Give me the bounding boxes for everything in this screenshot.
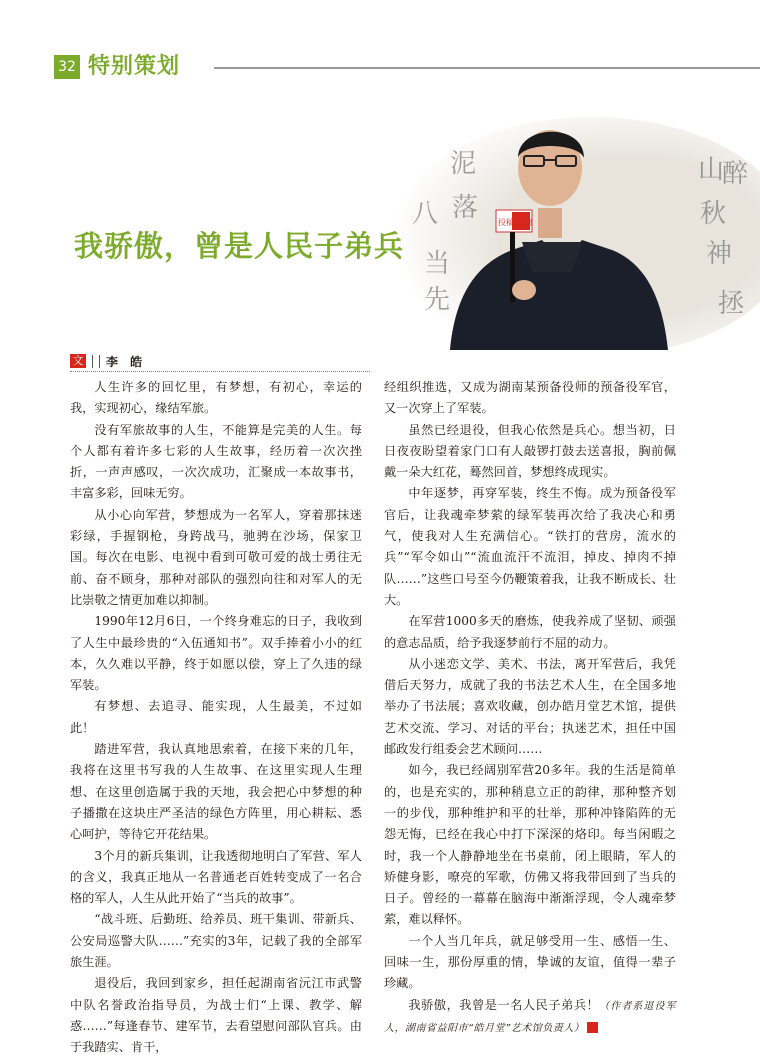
author-name: 李 皓 xyxy=(106,354,147,369)
paragraph: 退役后，我回到家乡，担任起湖南省沅江市武警中队名誉政治指导员，为战士们“上课、教学、解惑……”每逢春节、建军节，去看望慰问部队官兵。由于我踏实、肯干， xyxy=(70,976,362,1055)
paragraph: 一个人当几年兵，就足够受用一生、感悟一生、回味一生，那份厚重的情，挚诚的友谊，值得一辈子珍藏。 xyxy=(384,933,676,991)
svg-text:先: 先 xyxy=(424,285,451,315)
closing-paragraph xyxy=(384,995,676,1040)
article-title: 我骄傲，曾是人民子弟兵 xyxy=(74,229,405,263)
author-photo xyxy=(372,112,760,350)
closing-line: 我骄傲，我曾是一名人民子弟兵！ xyxy=(408,997,600,1012)
page-number: 32 xyxy=(54,55,80,79)
paragraph: 人生许多的回忆里，有梦想，有初心，幸运的我，实现初心，缘结军旅。 xyxy=(70,380,362,416)
paragraph: “战斗班、后勤班、给养员、班干集训、带新兵、公安局巡警大队……”充实的3年，记载了我的全部军旅生涯。 xyxy=(70,912,362,970)
svg-text:醉: 醉 xyxy=(722,159,749,189)
header-divider xyxy=(214,67,760,69)
end-mark-icon: G xyxy=(587,1022,598,1033)
paragraph: 从小迷恋文学、美术、书法，离开军营后，我凭借后天努力，成就了我的书法艺术人生，在全国多地举办了书法展；喜欢收藏，创办皓月堂艺术馆，提供艺术交流、学习、对话的平台；执迷艺术，担任中国邮政发行组委会艺术顾问…… xyxy=(384,656,676,757)
paragraph: 3个月的新兵集训，让我透彻地明白了军营、军人的含义，我真正地从一名普通老百姓转变成了一名合格的军人，人生从此开始了“当兵的故事”。 xyxy=(70,848,362,906)
article-column-right xyxy=(384,377,676,1039)
paragraph: 如今，我已经阔别军营20多年。我的生活是简单的，也是充实的，那种稍息立正的韵律，那种整齐划一的步伐，那种维护和平的壮举，那种冲锋陷阵的无怨无悔，已经在我心中打下深深的烙印。每当闲暇之时，我一个人静静地坐在书桌前，闭上眼睛，军人的矫健身影，嘹亮的军歌，仿佛又将我带回到了当兵的日子。曾经的一幕幕在脑海中渐渐浮现，令人魂牵梦萦，难以释怀。 xyxy=(384,763,676,927)
paragraph: 虽然已经退役，但我心依然是兵心。想当初，日日夜夜盼望着家门口有人敲锣打鼓去送喜报，胸前佩戴一朵大红花，蓦然回首，梦想终成现实。 xyxy=(384,422,676,480)
svg-text:秋: 秋 xyxy=(700,199,727,229)
svg-text:山: 山 xyxy=(698,155,725,185)
paragraph: 有梦想、去追寻、能实现，人生最美，不过如此！ xyxy=(70,699,362,735)
author-note: （作者系退役军人，湖南省益阳市“皓月堂”艺术馆负责人） xyxy=(384,1000,677,1034)
paragraph: 踏进军营，我认真地思索着，在接下来的几年，我将在这里书写我的人生故事、在这里实现人生理想、在这里创造属于我的天地，我会把心中梦想的种子播撒在这块庄严圣洁的绿色方阵里，用心耕耘、悉心呵护，等待它开花结果。 xyxy=(70,742,362,842)
section-title: 特别策划 xyxy=(88,54,181,79)
mic-flag-label: 投稿 视窗 xyxy=(498,218,533,227)
paragraph-continuation: 经组织推选，又成为湖南某预备役师的预备役军官，又一次穿上了军装。 xyxy=(384,380,676,416)
svg-text:落: 落 xyxy=(452,193,479,223)
page-header xyxy=(54,52,760,84)
svg-text:八: 八 xyxy=(412,199,439,229)
paragraph: 从小心向军营，梦想成为一名军人，穿着那抹迷彩绿，手握钢枪，身跨战马，驰骋在沙场，保家卫国。每次在电影、电视中看到可敬可爱的战士勇往无前、奋不顾身，那种对部队的强烈向往和对军人的无比崇敬之情更加难以抑制。 xyxy=(70,507,362,607)
svg-text:神: 神 xyxy=(706,239,733,269)
svg-text:拯: 拯 xyxy=(718,289,745,319)
article-column-left xyxy=(70,377,362,1059)
byline-separator xyxy=(92,355,100,368)
paragraph: 中年逐梦，再穿军装，终生不悔。成为预备役军官后，让我魂牵梦萦的绿军装再次给了我决心和勇气，使我对人生充满信心。“铁打的营房，流水的兵”“军令如山”“流血流汗不流泪，掉皮、掉肉不掉队……”这些口号至今仍鞭策着我，让我不断成长、壮大。 xyxy=(384,486,676,607)
byline-divider xyxy=(70,371,370,372)
paragraph: 1990年12月6日，一个终身难忘的日子，我收到了人生中最珍贵的“入伍通知书”。双手捧着小小的红本，久久难以平静，终于如愿以偿，穿上了久违的绿军装。 xyxy=(70,614,362,693)
svg-text:泥: 泥 xyxy=(450,149,477,179)
paragraph: 在军营1000多天的磨炼，使我养成了坚韧、顽强的意志品质，给予我逐梦前行不屈的动力。 xyxy=(384,614,676,650)
paragraph: 没有军旅故事的人生，不能算是完美的人生。每个人都有着许多七彩的人生故事，经历着一次次挫折，一声声感叹，一次次成功，汇聚成一本故事书，丰富多彩，回味无穷。 xyxy=(70,422,362,501)
byline xyxy=(70,352,146,370)
svg-text:当: 当 xyxy=(424,249,451,279)
byline-mark: 文 xyxy=(70,354,86,368)
